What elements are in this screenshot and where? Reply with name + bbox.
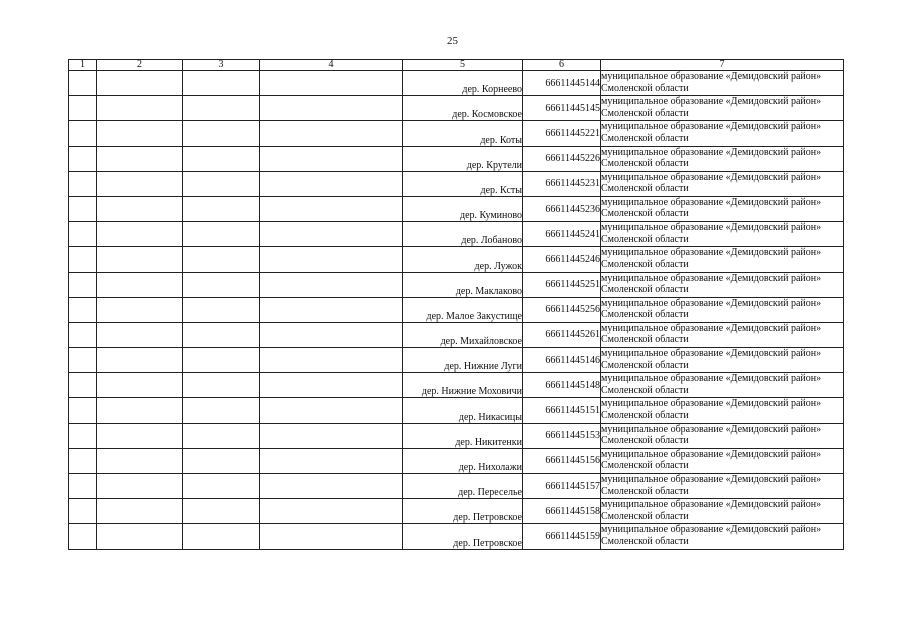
- empty-cell: [260, 448, 403, 473]
- table-row: [69, 398, 844, 423]
- table-row: [69, 373, 844, 398]
- column-header-2: 2: [97, 60, 183, 71]
- municipality-line-1: муниципальное образование «Демидовский район»: [601, 398, 822, 410]
- empty-cell: [97, 121, 183, 146]
- municipality-line-1: муниципальное образование «Демидовский район»: [601, 322, 822, 334]
- municipality-line-1: муниципальное образование «Демидовский район»: [601, 499, 822, 511]
- oktmo-code-cell: 66611445251: [523, 272, 601, 297]
- column-header-3: 3: [183, 60, 260, 71]
- municipality-line-1: муниципальное образование «Демидовский район»: [601, 196, 822, 208]
- empty-cell: [97, 222, 183, 247]
- empty-cell: [183, 96, 260, 121]
- column-number-row: [69, 60, 844, 71]
- municipality-line-2: Смоленской области: [601, 384, 689, 396]
- empty-cell: [69, 524, 97, 549]
- oktmo-code-cell: 66611445159: [523, 524, 601, 549]
- empty-cell: [183, 474, 260, 499]
- municipality-line-1: муниципальное образование «Демидовский район»: [601, 272, 822, 284]
- municipality-line-2: Смоленской области: [601, 334, 689, 346]
- empty-cell: [260, 348, 403, 373]
- empty-cell: [69, 146, 97, 171]
- empty-cell: [97, 448, 183, 473]
- settlement-registry-table: [68, 59, 844, 550]
- table-row: [69, 222, 844, 247]
- municipality-cell: [601, 247, 844, 272]
- municipality-line-2: Смоленской области: [601, 183, 689, 195]
- empty-cell: [260, 297, 403, 322]
- settlement-name-cell: дер. Михайловское: [403, 322, 523, 347]
- table-row: [69, 247, 844, 272]
- column-header-6: 6: [523, 60, 601, 71]
- table-row: [69, 297, 844, 322]
- municipality-cell: [601, 398, 844, 423]
- empty-cell: [97, 171, 183, 196]
- oktmo-code-cell: 66611445246: [523, 247, 601, 272]
- empty-cell: [260, 423, 403, 448]
- municipality-line-1: муниципальное образование «Демидовский район»: [601, 71, 822, 82]
- empty-cell: [260, 196, 403, 221]
- municipality-line-2: Смоленской области: [601, 359, 689, 371]
- municipality-line-1: муниципальное образование «Демидовский район»: [601, 171, 822, 183]
- table-body: [69, 71, 844, 550]
- empty-cell: [97, 423, 183, 448]
- empty-cell: [69, 196, 97, 221]
- municipality-line-2: Смоленской области: [601, 284, 689, 295]
- empty-cell: [183, 423, 260, 448]
- table-row: [69, 171, 844, 196]
- empty-cell: [69, 423, 97, 448]
- municipality-line-1: муниципальное образование «Демидовский район»: [601, 222, 822, 234]
- oktmo-code-cell: 66611445146: [523, 348, 601, 373]
- municipality-cell: [601, 297, 844, 322]
- oktmo-code-cell: 66611445144: [523, 71, 601, 96]
- empty-cell: [69, 297, 97, 322]
- settlement-name-cell: дер. Переселье: [403, 474, 523, 499]
- empty-cell: [69, 96, 97, 121]
- empty-cell: [97, 348, 183, 373]
- empty-cell: [97, 146, 183, 171]
- municipality-line-1: муниципальное образование «Демидовский район»: [601, 247, 822, 259]
- municipality-cell: [601, 499, 844, 524]
- municipality-line-2: Смоленской области: [601, 208, 689, 220]
- empty-cell: [183, 373, 260, 398]
- empty-cell: [183, 398, 260, 423]
- municipality-cell: [601, 121, 844, 146]
- settlement-name-cell: дер. Лужок: [403, 247, 523, 272]
- empty-cell: [183, 196, 260, 221]
- municipality-line-2: Смоленской области: [601, 309, 689, 321]
- municipality-line-1: муниципальное образование «Демидовский район»: [601, 348, 822, 360]
- municipality-line-2: Смоленской области: [601, 233, 689, 245]
- empty-cell: [69, 322, 97, 347]
- empty-cell: [97, 373, 183, 398]
- settlement-name-cell: дер. Куминово: [403, 196, 523, 221]
- oktmo-code-cell: 66611445221: [523, 121, 601, 146]
- oktmo-code-cell: 66611445153: [523, 423, 601, 448]
- municipality-line-2: Смоленской области: [601, 460, 689, 472]
- empty-cell: [183, 272, 260, 297]
- empty-cell: [97, 196, 183, 221]
- column-header-4: 4: [260, 60, 403, 71]
- empty-cell: [183, 222, 260, 247]
- municipality-cell: [601, 222, 844, 247]
- empty-cell: [183, 524, 260, 549]
- oktmo-code-cell: 66611445158: [523, 499, 601, 524]
- municipality-cell: [601, 373, 844, 398]
- settlement-name-cell: дер. Нижние Моховичи: [403, 373, 523, 398]
- table-row: [69, 196, 844, 221]
- municipality-line-1: муниципальное образование «Демидовский район»: [601, 423, 822, 435]
- empty-cell: [69, 247, 97, 272]
- settlement-name-cell: дер. Никасицы: [403, 398, 523, 423]
- empty-cell: [260, 222, 403, 247]
- municipality-line-2: Смоленской области: [601, 132, 689, 144]
- empty-cell: [97, 272, 183, 297]
- settlement-name-cell: дер. Ксты: [403, 171, 523, 196]
- municipality-line-2: Смоленской области: [601, 485, 689, 497]
- municipality-cell: [601, 146, 844, 171]
- table-header: [69, 60, 844, 71]
- empty-cell: [69, 448, 97, 473]
- municipality-line-2: Смоленской области: [601, 258, 689, 270]
- empty-cell: [97, 398, 183, 423]
- empty-cell: [69, 222, 97, 247]
- municipality-line-2: Смоленской области: [601, 435, 689, 447]
- column-header-1: 1: [69, 60, 97, 71]
- empty-cell: [260, 247, 403, 272]
- municipality-line-1: муниципальное образование «Демидовский район»: [601, 96, 822, 108]
- municipality-cell: [601, 524, 844, 549]
- municipality-cell: [601, 71, 844, 96]
- settlement-name-cell: дер. Крутели: [403, 146, 523, 171]
- empty-cell: [183, 247, 260, 272]
- municipality-line-1: муниципальное образование «Демидовский район»: [601, 524, 822, 536]
- empty-cell: [183, 146, 260, 171]
- oktmo-code-cell: 66611445156: [523, 448, 601, 473]
- table-row: [69, 423, 844, 448]
- table-row: [69, 96, 844, 121]
- municipality-cell: [601, 423, 844, 448]
- empty-cell: [183, 499, 260, 524]
- oktmo-code-cell: 66611445157: [523, 474, 601, 499]
- municipality-line-2: Смоленской области: [601, 535, 689, 547]
- empty-cell: [183, 297, 260, 322]
- settlement-name-cell: дер. Нижние Луги: [403, 348, 523, 373]
- page-number: 25: [447, 35, 458, 47]
- table-row: [69, 499, 844, 524]
- column-header-7: 7: [601, 60, 844, 71]
- oktmo-code-cell: 66611445145: [523, 96, 601, 121]
- empty-cell: [183, 322, 260, 347]
- table-row: [69, 71, 844, 96]
- municipality-cell: [601, 272, 844, 297]
- empty-cell: [97, 499, 183, 524]
- empty-cell: [69, 121, 97, 146]
- empty-cell: [260, 96, 403, 121]
- table-row: [69, 272, 844, 297]
- municipality-cell: [601, 171, 844, 196]
- table-row: [69, 448, 844, 473]
- municipality-cell: [601, 448, 844, 473]
- empty-cell: [183, 71, 260, 96]
- empty-cell: [69, 474, 97, 499]
- municipality-line-1: муниципальное образование «Демидовский район»: [601, 448, 822, 460]
- empty-cell: [260, 398, 403, 423]
- empty-cell: [69, 272, 97, 297]
- municipality-line-1: муниципальное образование «Демидовский район»: [601, 297, 822, 309]
- table-row: [69, 348, 844, 373]
- empty-cell: [97, 474, 183, 499]
- settlement-name-cell: дер. Лобаново: [403, 222, 523, 247]
- empty-cell: [97, 322, 183, 347]
- municipality-line-1: муниципальное образование «Демидовский район»: [601, 373, 822, 385]
- oktmo-code-cell: 66611445148: [523, 373, 601, 398]
- settlement-name-cell: дер. Космовское: [403, 96, 523, 121]
- empty-cell: [69, 348, 97, 373]
- empty-cell: [97, 71, 183, 96]
- municipality-line-2: Смоленской области: [601, 510, 689, 522]
- oktmo-code-cell: 66611445256: [523, 297, 601, 322]
- municipality-line-1: муниципальное образование «Демидовский район»: [601, 474, 822, 485]
- empty-cell: [69, 499, 97, 524]
- empty-cell: [69, 171, 97, 196]
- municipality-cell: [601, 348, 844, 373]
- empty-cell: [260, 499, 403, 524]
- settlement-name-cell: дер. Коты: [403, 121, 523, 146]
- settlement-name-cell: дер. Никитенки: [403, 423, 523, 448]
- empty-cell: [69, 398, 97, 423]
- empty-cell: [69, 71, 97, 96]
- municipality-line-1: муниципальное образование «Демидовский район»: [601, 121, 822, 133]
- empty-cell: [97, 247, 183, 272]
- oktmo-code-cell: 66611445241: [523, 222, 601, 247]
- oktmo-code-cell: 66611445231: [523, 171, 601, 196]
- municipality-line-1: муниципальное образование «Демидовский район»: [601, 146, 822, 158]
- empty-cell: [260, 121, 403, 146]
- column-header-5: 5: [403, 60, 523, 71]
- empty-cell: [260, 322, 403, 347]
- municipality-line-2: Смоленской области: [601, 158, 689, 170]
- table-row: [69, 474, 844, 499]
- empty-cell: [260, 373, 403, 398]
- empty-cell: [260, 171, 403, 196]
- table-row: [69, 524, 844, 549]
- municipality-cell: [601, 196, 844, 221]
- empty-cell: [97, 524, 183, 549]
- empty-cell: [260, 474, 403, 499]
- municipality-cell: [601, 474, 844, 499]
- municipality-cell: [601, 96, 844, 121]
- empty-cell: [260, 71, 403, 96]
- oktmo-code-cell: 66611445236: [523, 196, 601, 221]
- empty-cell: [183, 121, 260, 146]
- settlement-name-cell: дер. Петровское: [403, 499, 523, 524]
- settlement-name-cell: дер. Петровское: [403, 524, 523, 549]
- municipality-line-2: Смоленской области: [601, 82, 689, 94]
- settlement-name-cell: дер. Маклаково: [403, 272, 523, 297]
- empty-cell: [260, 146, 403, 171]
- settlement-name-cell: дер. Малое Закустище: [403, 297, 523, 322]
- empty-cell: [97, 96, 183, 121]
- empty-cell: [260, 272, 403, 297]
- municipality-cell: [601, 322, 844, 347]
- empty-cell: [183, 348, 260, 373]
- oktmo-code-cell: 66611445151: [523, 398, 601, 423]
- empty-cell: [183, 448, 260, 473]
- settlement-name-cell: дер. Корнеево: [403, 71, 523, 96]
- table-row: [69, 146, 844, 171]
- table-row: [69, 322, 844, 347]
- empty-cell: [183, 171, 260, 196]
- municipality-line-2: Смоленской области: [601, 107, 689, 119]
- empty-cell: [97, 297, 183, 322]
- empty-cell: [69, 373, 97, 398]
- oktmo-code-cell: 66611445226: [523, 146, 601, 171]
- table-row: [69, 121, 844, 146]
- settlement-name-cell: дер. Нихолажи: [403, 448, 523, 473]
- oktmo-code-cell: 66611445261: [523, 322, 601, 347]
- municipality-line-2: Смоленской области: [601, 409, 689, 421]
- empty-cell: [260, 524, 403, 549]
